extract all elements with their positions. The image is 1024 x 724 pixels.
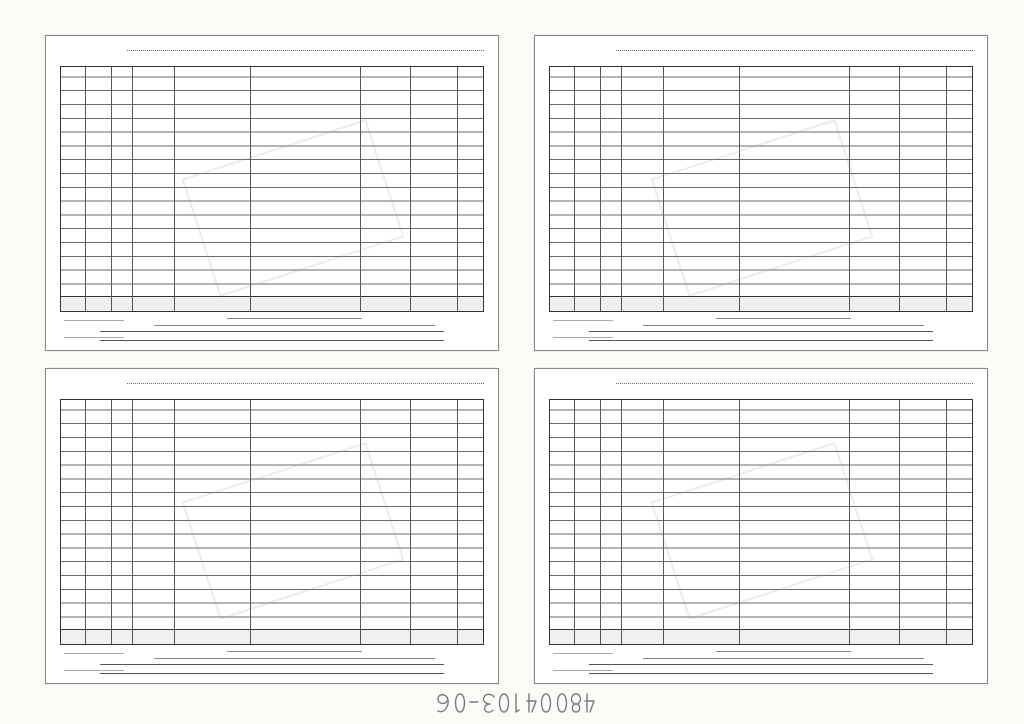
page-meta-block xyxy=(553,653,613,671)
document-page-top-left xyxy=(45,35,499,351)
table-column-divider xyxy=(600,67,601,311)
table-column-divider xyxy=(410,400,411,644)
document-page-bottom-left xyxy=(45,368,499,684)
page-subtitle-line xyxy=(227,651,363,652)
page-title-line xyxy=(100,664,444,674)
page-subtitle-line xyxy=(716,651,852,652)
page-footnote-line xyxy=(616,50,973,51)
page-meta-block xyxy=(64,653,124,671)
page-meta-block xyxy=(553,320,613,338)
table-column-divider xyxy=(132,400,133,644)
page-footnote-line xyxy=(127,383,484,384)
table-column-divider xyxy=(85,67,86,311)
page-subtitle-line xyxy=(644,658,924,659)
table-column-divider xyxy=(899,400,900,644)
table-column-divider xyxy=(946,67,947,311)
table-column-divider xyxy=(111,400,112,644)
table-column-divider xyxy=(457,67,458,311)
table-column-divider xyxy=(457,400,458,644)
page-footnote-line xyxy=(127,50,484,51)
table-column-divider xyxy=(174,67,175,311)
table-column-divider xyxy=(111,67,112,311)
page-subtitle-line xyxy=(644,325,924,326)
page-title-line xyxy=(589,664,933,674)
table-column-divider xyxy=(132,67,133,311)
table-column-divider xyxy=(946,400,947,644)
page-title-line xyxy=(100,331,444,341)
table-column-divider xyxy=(621,400,622,644)
table-column-divider xyxy=(600,400,601,644)
page-subtitle-line xyxy=(716,318,852,319)
table-column-divider xyxy=(899,67,900,311)
page-footnote-line xyxy=(616,383,973,384)
handwritten-mark xyxy=(428,688,598,718)
table-column-divider xyxy=(410,67,411,311)
page-subtitle-line xyxy=(155,658,435,659)
page-subtitle-line xyxy=(227,318,363,319)
table-column-divider xyxy=(85,400,86,644)
table-column-divider xyxy=(621,67,622,311)
table-header-row xyxy=(550,296,972,311)
table-column-divider xyxy=(574,67,575,311)
page-title-line xyxy=(589,331,933,341)
table-header-row xyxy=(61,629,483,644)
table-header-row xyxy=(550,629,972,644)
document-page-top-right xyxy=(534,35,988,351)
table-column-divider xyxy=(174,400,175,644)
table-header-row xyxy=(61,296,483,311)
page-subtitle-line xyxy=(155,325,435,326)
table-column-divider xyxy=(574,400,575,644)
page-meta-block xyxy=(64,320,124,338)
document-page-bottom-right xyxy=(534,368,988,684)
